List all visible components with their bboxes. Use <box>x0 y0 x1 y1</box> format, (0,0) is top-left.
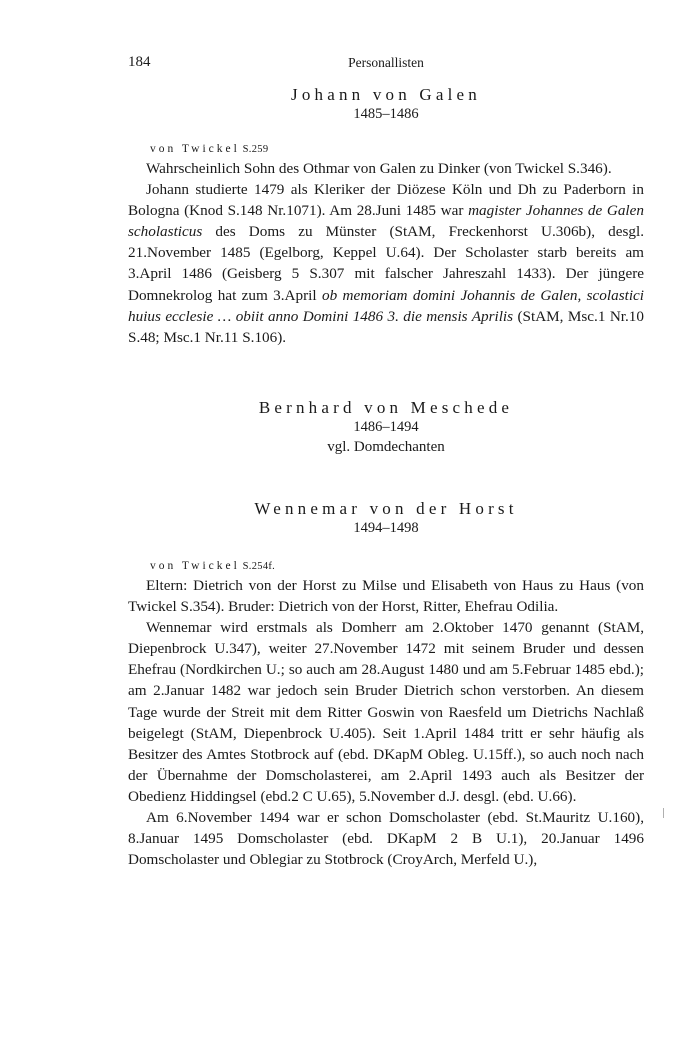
paragraph: Wahrscheinlich Sohn des Othmar von Galen zu Dinker (von Twickel S.346). <box>146 160 612 177</box>
entry-heading-bernhard-von-meschede <box>128 398 644 458</box>
text-run: Johann studierte 1479 als Kleriker der Diözese Köln und Dh zu Paderborn in Bologna (Knod S.148 Nr.1071). Am 28.Juni 1485 war <box>128 181 644 220</box>
entry-body-wennemar-von-der-horst <box>128 558 644 870</box>
entry-heading-wennemar-von-der-horst <box>128 499 644 538</box>
cross-reference-note: vgl. Domdechanten <box>327 439 445 455</box>
italic-quote: ob memoriam domini Johannis de Galen, scolastici huius ecclesie … obiit anno Domini 1486 3. die mensis Aprilis <box>128 286 645 325</box>
entry-body-johann-von-galen <box>128 141 644 348</box>
italic-quote: magister Johannes de Galen scholasticus <box>128 202 644 241</box>
entry-years: 1485–1486 <box>353 106 419 122</box>
entry-name: Johann von Galen <box>291 85 481 104</box>
paragraph: Eltern: Dietrich von der Horst zu Milse und Elisabeth von Haus zu Haus (von Twickel S.354). Bruder: Dietrich von der Horst, Ritter, Ehefrau Odilia. <box>128 577 644 616</box>
text-run: (StAM, Msc.1 Nr.10 S.48; Msc.1 Nr.11 S.106). <box>128 307 644 346</box>
reference-label <box>150 141 644 158</box>
scan-mark <box>663 808 664 818</box>
reference-author: von Twickel <box>150 143 240 155</box>
reference-label <box>150 558 644 575</box>
entry-heading-johann-von-galen <box>128 85 644 124</box>
page-number: 184 <box>128 54 151 70</box>
running-title: Personallisten <box>348 55 424 70</box>
running-head <box>128 54 644 74</box>
paragraph <box>128 179 644 348</box>
paragraph: Am 6.November 1494 war er schon Domscholaster (ebd. St.Mauritz U.160), 8.Januar 1495 Domscholaster (ebd. DKapM 2 B U.1), 20.Januar 1496 Domscholaster und Oblegiar zu Stotbrock (CroyArch, Merfeld U.), <box>128 809 644 869</box>
text-run: des Doms zu Münster (StAM, Freckenhorst U.306b), desgl. 21.November 1485 (Egelborg, Keppel U.64). Der Scholaster starb bereits am 3.April 1486 (Geisberg 5 S.307 mit falscher Jahreszahl 1433). Der jüngere Domnekrolog hat zum 3.April <box>128 223 644 304</box>
entry-years: 1494–1498 <box>353 520 419 536</box>
reference-page: S.254f. <box>242 561 276 572</box>
entry-years: 1486–1494 <box>353 419 419 435</box>
paragraph: Wennemar wird erstmals als Domherr am 2.Oktober 1470 genannt (StAM, Diepenbrock U.347), weiter 27.November 1472 mit seinem Bruder und dessen Ehefrau (Nordkirchen U.; so auch am 28.August 1480 und am 5.Februar 1485 ebd.); am 2.Januar 1482 war jedoch sein Bruder Dietrich schon verstorben. An diesem Tage wurde der Streit mit dem Ritter Goswin von Raesfeld um Dietrichs Nachlaß beigelegt (StAM, Diepenbrock U.405). Seit 1.April 1484 tritt er sehr häufig als Besitzer des Amtes Stotbrock auf (ebd. DKapM Obleg. U.15ff.), so auch noch nach der Übernahme der Domscholasterei, am 2.April 1493 auch als Besitzer der Obedienz Hiddingsel (ebd.2 C U.65), 5.November d.J. desgl. (ebd. U.66). <box>128 619 644 805</box>
reference-page: S.259 <box>242 144 269 155</box>
entry-name: Wennemar von der Horst <box>254 499 518 518</box>
entry-name: Bernhard von Meschede <box>258 398 514 417</box>
reference-author: von Twickel <box>150 560 240 572</box>
